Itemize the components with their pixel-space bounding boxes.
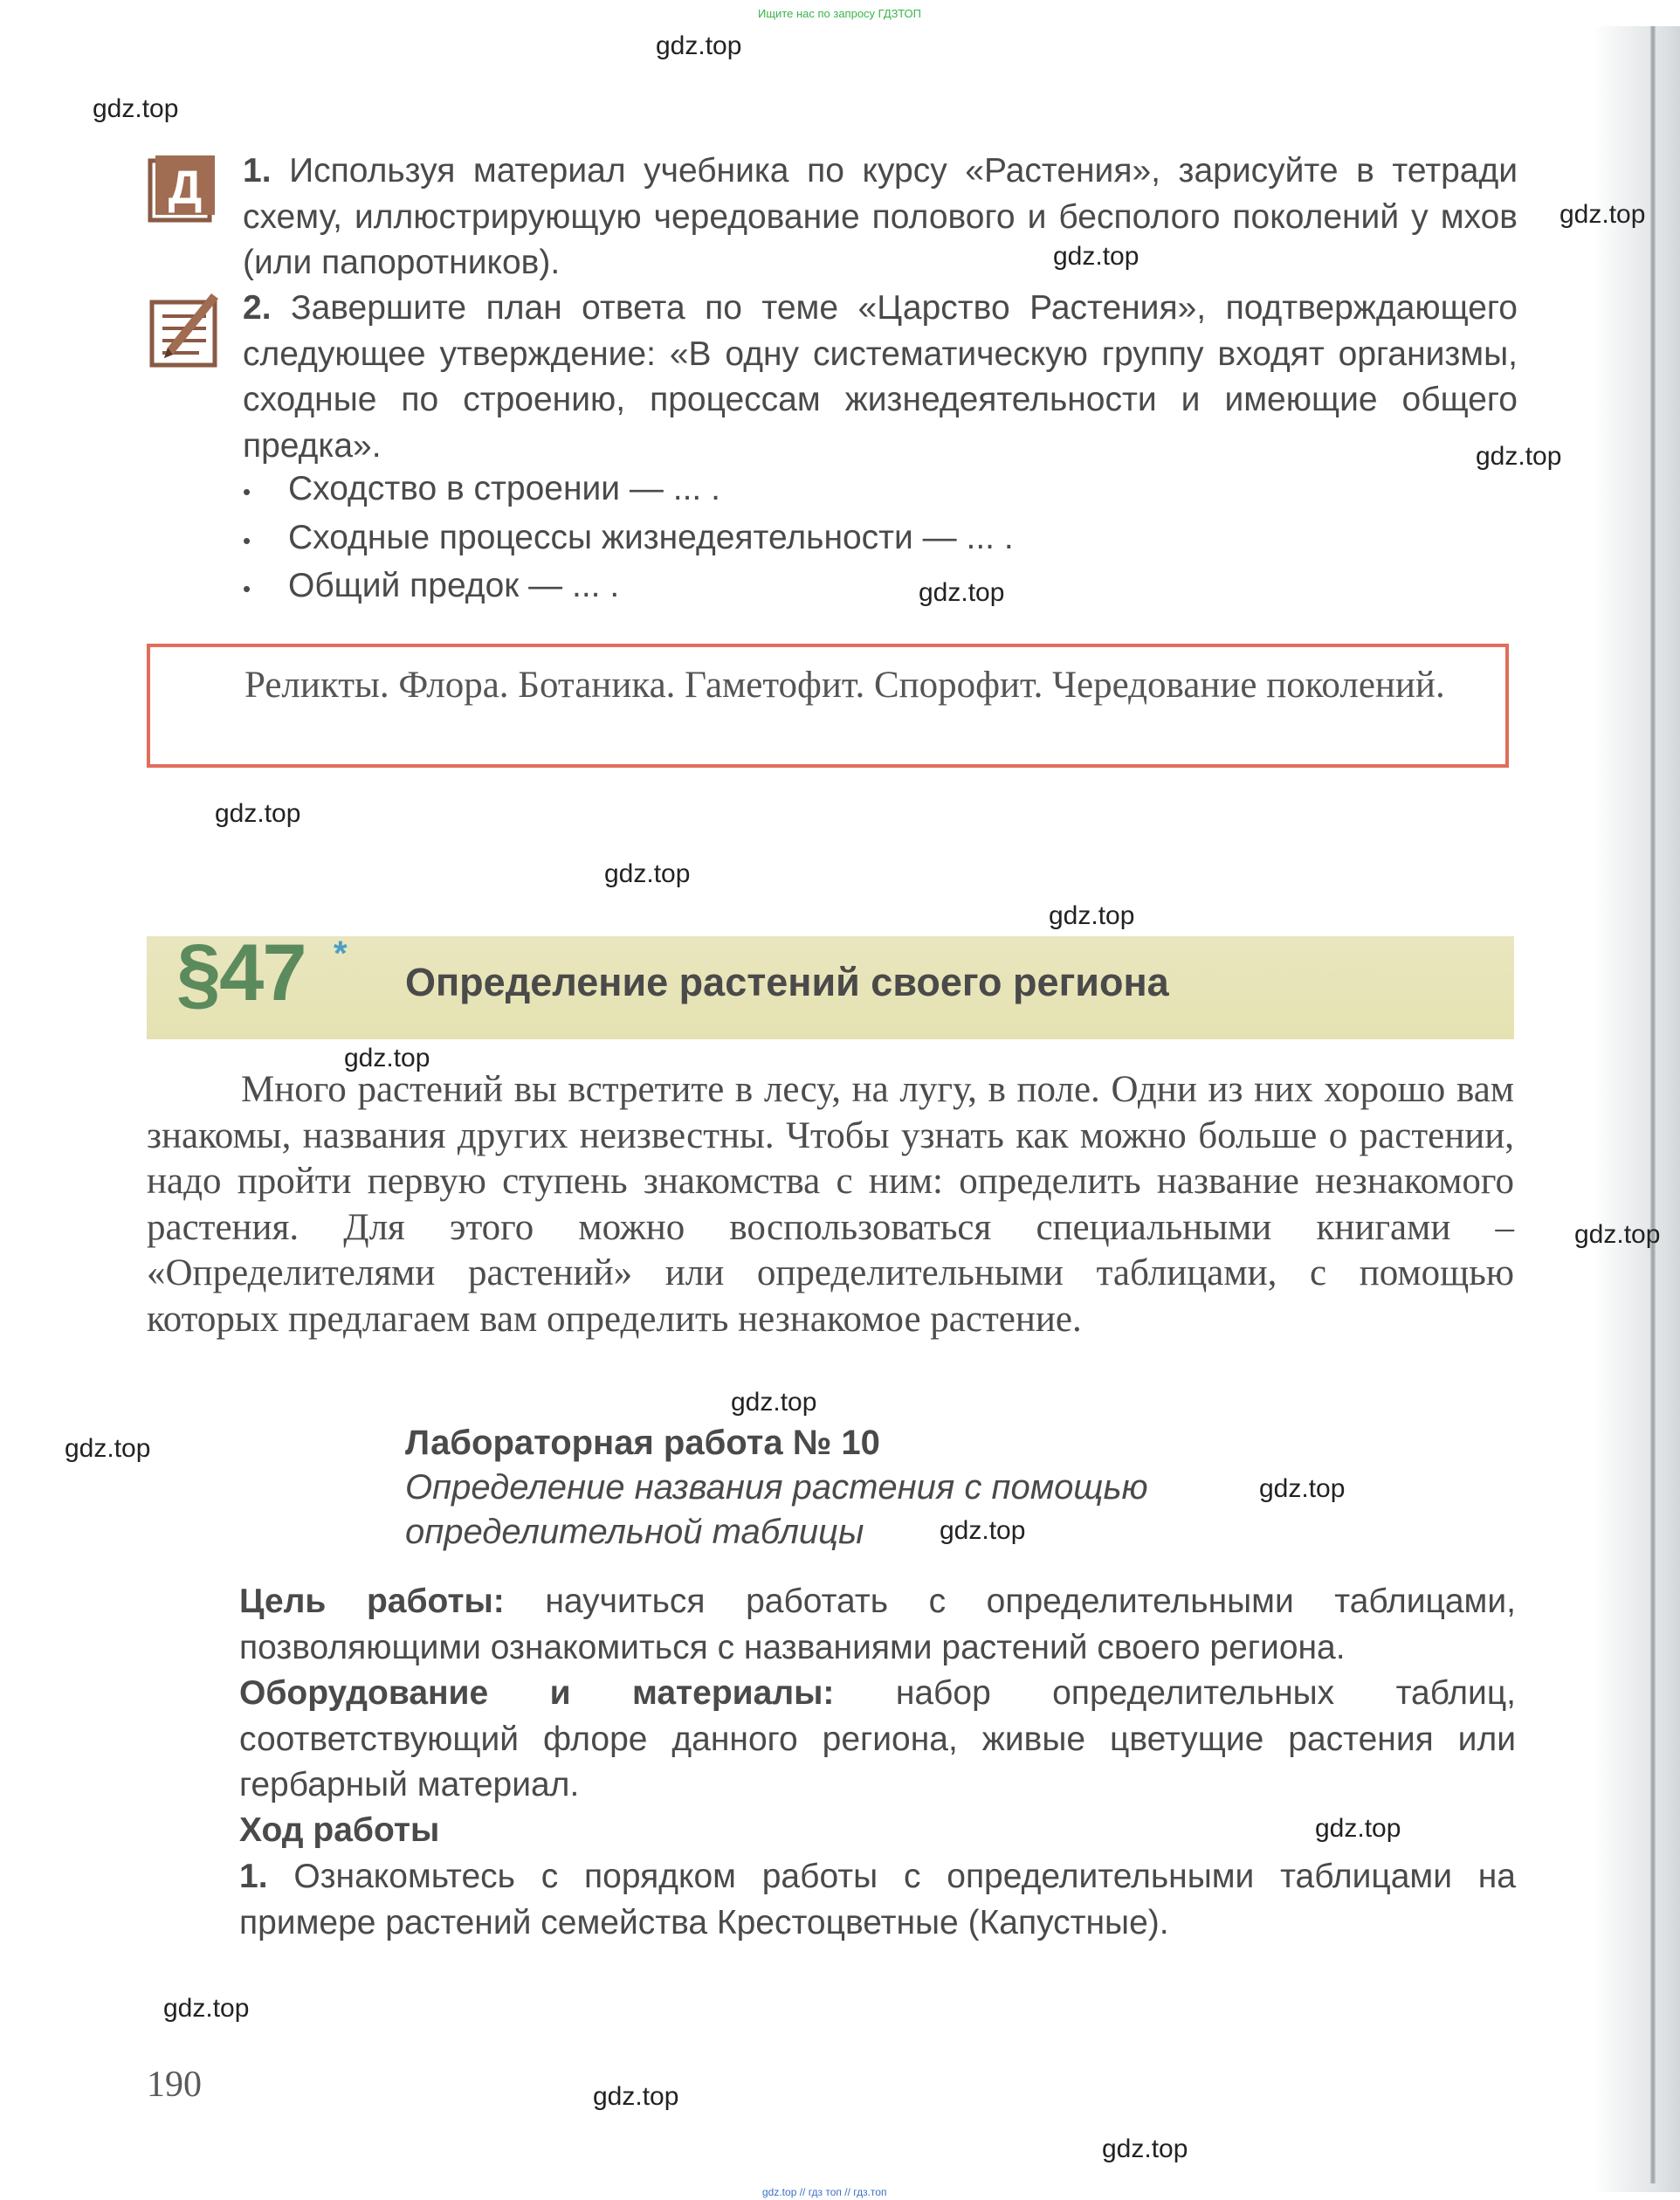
bullet-text: Общий предок — ... . xyxy=(288,567,620,604)
watermark: gdz.top xyxy=(93,94,179,123)
watermark: gdz.top xyxy=(1574,1220,1661,1249)
lab-equipment-text: набор определительных таблиц, соответствующий флоре данного региона, живые цветущие растения или гербарный материал. xyxy=(239,1674,1516,1803)
watermark: gdz.top xyxy=(1560,200,1646,229)
watermark: gdz.top xyxy=(604,859,691,888)
section-star-mark: * xyxy=(334,934,348,973)
lab-step-1-text: Ознакомьтесь с порядком работы с определительными таблицами на примере растений семейства Крестоцветные (Капустные). xyxy=(239,1858,1516,1941)
header-note: Ищите нас по запросу ГДЗТОП xyxy=(758,7,922,20)
list-item xyxy=(243,515,1014,564)
page-number: 190 xyxy=(147,2065,202,2105)
bullet-text: Сходство в строении — ... . xyxy=(288,470,720,507)
watermark: gdz.top xyxy=(163,1994,250,2023)
lab-equipment xyxy=(239,1671,1516,1809)
lab-goal-label: Цель работы: xyxy=(239,1583,505,1620)
homework-icon-letter: Д xyxy=(168,162,203,214)
bullet-text: Сходные процессы жизнедеятельности — ... . xyxy=(288,518,1014,556)
lab-subtitle-line: Определение названия растения с помощью xyxy=(405,1468,1148,1507)
watermark: gdz.top xyxy=(1315,1814,1401,1843)
lab-subtitle xyxy=(405,1466,1148,1555)
watermark: gdz.top xyxy=(1476,442,1562,471)
lab-equipment-label: Оборудование и материалы: xyxy=(239,1674,835,1712)
watermark: gdz.top xyxy=(919,578,1005,607)
list-item xyxy=(243,466,1014,515)
bullet-icon: • xyxy=(243,576,251,602)
key-terms-box xyxy=(147,644,1509,768)
lab-goal-text: научиться работать с определительными таблицами, позволяющими ознакомиться с названиями растений своего региона. xyxy=(239,1583,1516,1666)
key-terms-text: Реликты. Флора. Ботаника. Гаметофит. Спорофит. Чередование поколений. xyxy=(244,665,1445,706)
watermark: gdz.top xyxy=(593,2082,679,2111)
watermark: gdz.top xyxy=(1102,2134,1188,2163)
lab-goal xyxy=(239,1579,1516,1671)
watermark: gdz.top xyxy=(656,31,742,60)
section-title: Определение растений своего региона xyxy=(405,960,1169,1004)
watermark: gdz.top xyxy=(1049,901,1135,930)
task-2-bullet-list xyxy=(243,466,1014,612)
lab-procedure-heading: Ход работы xyxy=(239,1811,440,1849)
watermark: gdz.top xyxy=(215,799,301,828)
watermark: gdz.top xyxy=(731,1388,817,1417)
task-1-text: Используя материал учебника по курсу «Растения», зарисуйте в тетради схему, иллюстрирующую чередование полового и бесполого поколений у мхов (или папоротников). xyxy=(243,152,1518,281)
lab-step-1 xyxy=(239,1854,1516,1946)
section-number: §47 xyxy=(176,928,306,1017)
task-2-text: Завершите план ответа по теме «Царство Растения», подтверждающего следующее утверждение: «В одну систематическую группу входят организмы, сходные по строению, процессам жизнедеятельности и имеющие общего предка». xyxy=(243,289,1518,465)
task-1-number: 1. xyxy=(243,152,272,190)
task-1 xyxy=(243,148,1518,286)
page-edge-line xyxy=(1650,26,1656,2183)
watermark: gdz.top xyxy=(1053,242,1140,271)
lab-title: Лабораторная работа № 10 xyxy=(405,1424,880,1462)
list-item xyxy=(243,563,1014,612)
lab-subtitle-line: определительной таблицы xyxy=(405,1513,864,1551)
watermark: gdz.top xyxy=(344,1044,430,1072)
watermark: gdz.top xyxy=(65,1434,151,1463)
page-edge-shadow xyxy=(1593,26,1680,2192)
homework-icon xyxy=(147,155,217,225)
intro-paragraph: Много растений вы встретите в лесу, на лугу, в поле. Одни из них хорошо вам знакомы, названия других неизвестны. Чтобы узнать как можно больше о растении, надо пройти первую ступень знакомства с ним: определить название незнакомого растения. Для этого можно воспользоваться специальными книгами – «Определителями растений» или определительными таблицами, с помощью которых предлагаем вам определить незнакомое растение. xyxy=(147,1069,1514,1340)
lab-step-1-number: 1. xyxy=(239,1858,268,1895)
footer-note: gdz.top // гдз топ // гдз.топ xyxy=(762,2186,887,2198)
bullet-icon: • xyxy=(243,527,251,554)
task-2-number: 2. xyxy=(243,289,272,327)
write-task-icon xyxy=(147,290,230,373)
task-2 xyxy=(243,286,1518,469)
bullet-icon: • xyxy=(243,479,251,505)
watermark: gdz.top xyxy=(1259,1474,1346,1503)
watermark: gdz.top xyxy=(940,1516,1026,1545)
